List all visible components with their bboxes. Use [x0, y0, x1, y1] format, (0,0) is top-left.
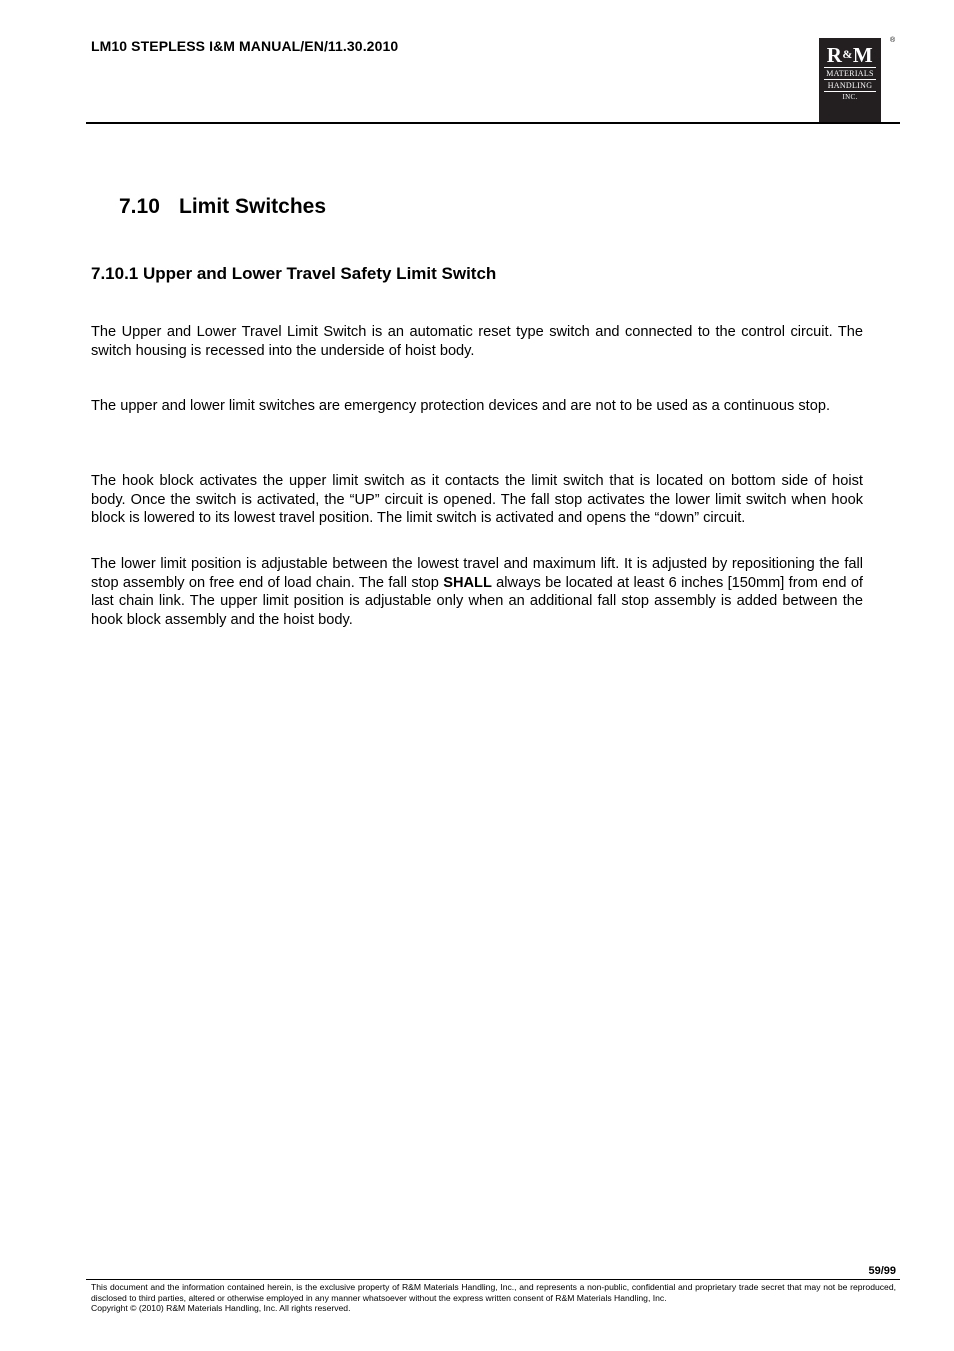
section-title-text: Limit Switches [179, 195, 327, 218]
paragraph-activation: The hook block activates the upper limit switch as it contacts the limit switch that is located on bottom side of hoist body. Once the switch is activated, the “UP” circuit is opened. The fall stop activates the lower limit switch when hook block is lowered to its lowest travel position. The limit switch is activated and opens the “down” circuit. [91, 473, 863, 527]
paragraph-limit-switch-type: The Upper and Lower Travel Limit Switch is an automatic reset type switch and connected to the control circuit. The switch housing is recessed into the underside of hoist body. [91, 324, 863, 359]
logo-mark: R&M [826, 43, 874, 67]
section-number: 7.10 [119, 195, 160, 218]
confidentiality-notice: This document and the information contained herein, is the exclusive property of R&M Materials Handling, Inc., and represents a non-public, confidential and proprietary trade secret that may not be reproduced, disclosed to third parties, altered or otherwise employed in any manner whatsoever without the express written consent of R&M Materials Handling, Inc. [91, 1282, 896, 1303]
footer-divider [86, 1279, 900, 1280]
logo-line-inc: INC. [824, 91, 876, 103]
document-header-title: LM10 STEPLESS I&M MANUAL/EN/11.30.2010 [91, 38, 399, 54]
logo-line-materials: MATERIALS [824, 67, 876, 79]
paragraph-adjustment: The lower limit position is adjustable between the lowest travel and maximum lift. It is adjusted by repositioning the fall stop assembly on free end of load chain. The fall stop SHALL always be located at least 6 inches [150mm] from end of last chain link. The upper limit position is adjustable only when an additional fall stop assembly is added between the hook block assembly and the hoist body. [91, 556, 863, 628]
registered-mark: ® [890, 37, 896, 44]
page-number: 59/99 [868, 1265, 896, 1277]
subsection-heading: 7.10.1 Upper and Lower Travel Safety Limit Switch [91, 264, 497, 283]
paragraph-emergency-devices: The upper and lower limit switches are emergency protection devices and are not to be used as a continuous stop. [91, 398, 831, 414]
emphasis-shall: SHALL [443, 574, 492, 591]
footer-notice [91, 1282, 896, 1314]
section-heading [119, 195, 326, 219]
copyright-notice: Copyright © (2010) R&M Materials Handling, Inc. All rights reserved. [91, 1303, 351, 1314]
header-divider [86, 122, 900, 124]
logo-line-handling: HANDLING [824, 79, 876, 91]
company-logo [819, 38, 881, 122]
